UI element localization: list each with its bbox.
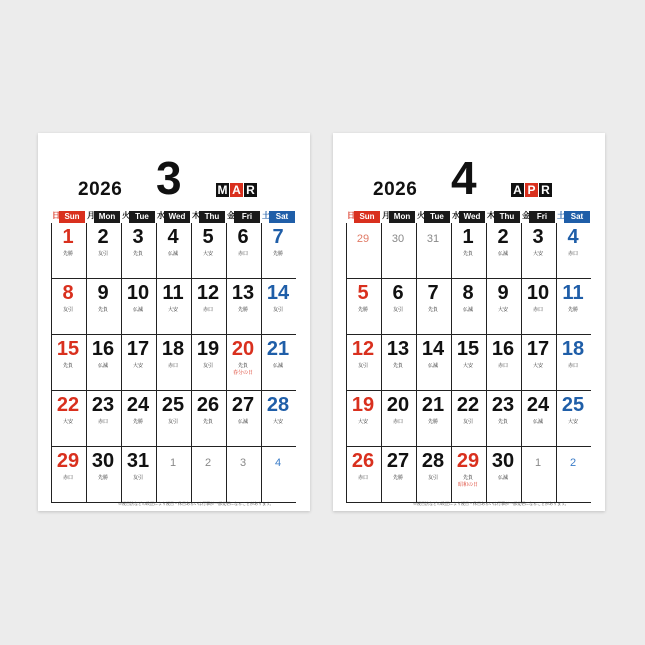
day-cell [521,447,556,503]
day-number: 30 [91,450,115,472]
day-cell [261,391,296,447]
day-cell [156,335,191,391]
day-cell [51,391,86,447]
weekday-sat [261,209,296,223]
day-number: 15 [456,338,480,360]
weekday-wed [451,209,486,223]
day-number: 22 [456,394,480,416]
weekday-kanji: 木 [487,211,495,220]
rokuyo-label: 先勝 [392,475,403,481]
weekday-sat [556,209,591,223]
day-cell [346,391,381,447]
weekday-mon [381,209,416,223]
day-number: 29 [356,233,370,245]
day-number: 28 [266,394,290,416]
rokuyo-label: 赤口 [567,363,578,369]
day-cell [486,223,521,279]
day-number: 16 [91,338,115,360]
day-number: 3 [132,226,144,248]
day-cell [261,447,296,503]
day-number: 2 [97,226,109,248]
rokuyo-label: 大安 [567,419,578,425]
rokuyo-label: 先勝 [427,419,438,425]
rokuyo-label: 先勝 [567,307,578,313]
day-number: 1 [462,226,474,248]
day-cell [556,335,591,391]
weekday-header [51,209,296,223]
day-cell [226,335,261,391]
holiday-label: 昭和の日 [457,482,478,488]
calendar-page-march [38,133,310,511]
month-letter: R [244,183,257,197]
footnote: ※祝日法などの改正により祝日・休日あるいは行事が一部変更になることがあります。 [118,501,274,506]
rokuyo-label: 赤口 [202,307,213,313]
day-cell [191,391,226,447]
rokuyo-label: 先負 [497,419,508,425]
day-cell [261,335,296,391]
rokuyo-label: 仏滅 [462,307,473,313]
day-number: 12 [196,282,220,304]
day-number: 10 [126,282,150,304]
day-number: 14 [421,338,445,360]
day-cell [521,223,556,279]
rokuyo-label: 先負 [427,307,438,313]
day-cell [226,223,261,279]
rokuyo-label: 仏滅 [532,419,543,425]
day-cell [51,335,86,391]
rokuyo-label: 大安 [132,363,143,369]
day-cell [451,335,486,391]
day-grid [346,223,591,503]
day-number: 16 [491,338,515,360]
day-number: 3 [239,457,247,469]
rokuyo-label: 友引 [272,307,283,313]
weekday-thu [486,209,521,223]
weekday-kanji: 金 [522,211,530,220]
day-cell [556,391,591,447]
calendar-page-april [333,133,605,511]
day-number: 6 [392,282,404,304]
day-number: 25 [561,394,585,416]
rokuyo-label: 仏滅 [97,363,108,369]
weekday-sun [51,209,86,223]
rokuyo-label: 仏滅 [272,363,283,369]
day-number: 29 [456,450,480,472]
weekday-kanji: 土 [262,211,270,220]
rokuyo-label: 赤口 [167,363,178,369]
day-cell [451,391,486,447]
day-cell [86,335,121,391]
rokuyo-label: 友引 [132,475,143,481]
day-cell [381,279,416,335]
day-number: 25 [161,394,185,416]
day-cell [381,335,416,391]
day-cell [381,447,416,503]
rokuyo-label: 大安 [202,251,213,257]
day-number: 10 [526,282,550,304]
day-number: 11 [562,282,584,304]
rokuyo-label: 仏滅 [167,251,178,257]
day-number: 31 [426,233,440,245]
day-cell [86,447,121,503]
day-number: 1 [169,457,177,469]
rokuyo-label: 仏滅 [497,475,508,481]
rokuyo-label: 友引 [462,419,473,425]
month-letter: R [539,183,552,197]
weekday-kanji: 日 [52,211,60,220]
rokuyo-label: 大安 [532,363,543,369]
weekday-sun [346,209,381,223]
day-cell [121,223,156,279]
day-number: 2 [569,457,577,469]
weekday-eng: Sun [64,212,80,221]
day-cell [86,279,121,335]
weekday-eng: Fri [536,212,548,221]
day-number: 29 [56,450,80,472]
day-cell [121,391,156,447]
weekday-eng: Mon [98,212,116,221]
rokuyo-label: 赤口 [237,251,248,257]
weekday-eng: Tue [135,212,149,221]
day-cell [86,391,121,447]
rokuyo-label: 赤口 [97,419,108,425]
day-cell [51,447,86,503]
day-number: 7 [427,282,439,304]
day-cell [556,279,591,335]
day-cell [86,223,121,279]
day-cell [486,447,521,503]
day-number: 11 [162,282,184,304]
day-cell [416,391,451,447]
month-letter: M [217,183,228,197]
day-cell [191,223,226,279]
day-cell [121,279,156,335]
rokuyo-label: 先勝 [357,307,368,313]
rokuyo-label: 大安 [532,251,543,257]
day-number: 4 [274,457,282,469]
weekday-eng: Tue [430,212,444,221]
day-cell [556,223,591,279]
day-cell [261,223,296,279]
day-number: 9 [497,282,509,304]
rokuyo-label: 仏滅 [497,251,508,257]
day-number: 8 [62,282,74,304]
rokuyo-label: 先負 [462,251,473,257]
day-cell [416,223,451,279]
month-name [511,183,552,197]
day-number: 21 [266,338,290,360]
weekday-eng: Fri [241,212,253,221]
day-cell [556,447,591,503]
month-letter: P [525,183,538,197]
rokuyo-label: 赤口 [497,363,508,369]
rokuyo-label: 赤口 [392,419,403,425]
month-number: 3 [156,152,182,204]
rokuyo-label: 仏滅 [427,363,438,369]
rokuyo-label: 友引 [97,251,108,257]
day-number: 24 [526,394,550,416]
month-number: 4 [451,152,477,204]
weekday-kanji: 火 [122,211,130,220]
weekday-eng: Thu [204,212,220,221]
day-cell [191,335,226,391]
holiday-label: 春分の日 [232,370,253,376]
rokuyo-label: 大安 [357,419,368,425]
day-number: 26 [196,394,220,416]
rokuyo-label: 先勝 [237,307,248,313]
day-number: 2 [204,457,212,469]
day-cell [191,279,226,335]
weekday-kanji: 月 [87,211,95,220]
day-number: 1 [62,226,74,248]
day-number: 20 [231,338,255,360]
day-cell [346,335,381,391]
rokuyo-label: 先負 [462,475,473,481]
weekday-kanji: 水 [157,211,165,220]
weekday-thu [191,209,226,223]
day-cell [521,335,556,391]
day-cell [416,447,451,503]
rokuyo-label: 先負 [237,363,248,369]
weekday-header [346,209,591,223]
day-number: 4 [167,226,179,248]
day-cell [486,391,521,447]
weekday-kanji: 月 [382,211,390,220]
day-number: 23 [91,394,115,416]
day-cell [51,279,86,335]
day-number: 3 [532,226,544,248]
rokuyo-label: 友引 [167,419,178,425]
rokuyo-label: 友引 [392,307,403,313]
day-cell [191,447,226,503]
rokuyo-label: 先勝 [62,251,73,257]
weekday-kanji: 土 [557,211,565,220]
day-number: 23 [491,394,515,416]
day-number: 6 [237,226,249,248]
day-number: 19 [351,394,375,416]
weekday-kanji: 火 [417,211,425,220]
weekday-mon [86,209,121,223]
rokuyo-label: 先負 [97,307,108,313]
day-cell [226,447,261,503]
weekday-tue [416,209,451,223]
rokuyo-label: 仏滅 [237,419,248,425]
year-label: 2026 [78,179,123,200]
day-number: 14 [266,282,290,304]
weekday-tue [121,209,156,223]
day-cell [381,391,416,447]
day-cell [156,223,191,279]
rokuyo-label: 友引 [357,363,368,369]
day-number: 20 [386,394,410,416]
rokuyo-label: 大安 [62,419,73,425]
day-cell [381,223,416,279]
weekday-eng: Sun [359,212,375,221]
day-cell [226,279,261,335]
weekday-fri [226,209,261,223]
day-number: 22 [56,394,80,416]
rokuyo-label: 先勝 [97,475,108,481]
day-number: 24 [126,394,150,416]
day-number: 30 [391,233,405,245]
rokuyo-label: 赤口 [62,475,73,481]
day-cell [261,279,296,335]
day-cell [51,223,86,279]
weekday-fri [521,209,556,223]
month-letter: A [230,183,243,197]
weekday-eng: Wed [168,212,186,221]
day-number: 8 [462,282,474,304]
rokuyo-label: 赤口 [567,251,578,257]
day-number: 4 [567,226,579,248]
day-cell [121,335,156,391]
day-cell [346,279,381,335]
weekday-eng: Mon [393,212,411,221]
day-cell [451,279,486,335]
day-cell [521,391,556,447]
day-number: 17 [526,338,550,360]
day-number: 18 [561,338,585,360]
weekday-eng: Sat [570,212,584,221]
rokuyo-label: 大安 [272,419,283,425]
day-cell [346,447,381,503]
rokuyo-label: 先負 [202,419,213,425]
day-cell [346,223,381,279]
rokuyo-label: 友引 [427,475,438,481]
rokuyo-label: 友引 [62,307,73,313]
day-number: 13 [231,282,255,304]
day-number: 12 [351,338,375,360]
month-name [216,183,257,197]
day-number: 28 [421,450,445,472]
day-number: 1 [534,457,542,469]
day-cell [451,447,486,503]
rokuyo-label: 大安 [462,363,473,369]
rokuyo-label: 先勝 [272,251,283,257]
day-cell [451,223,486,279]
rokuyo-label: 大安 [497,307,508,313]
day-number: 27 [386,450,410,472]
year-label: 2026 [373,179,418,200]
day-number: 18 [161,338,185,360]
rokuyo-label: 友引 [202,363,213,369]
rokuyo-label: 赤口 [357,475,368,481]
day-number: 2 [497,226,509,248]
month-letter: A [511,183,524,197]
day-grid [51,223,296,503]
rokuyo-label: 先勝 [132,419,143,425]
day-number: 21 [421,394,445,416]
day-cell [156,391,191,447]
day-number: 5 [202,226,214,248]
day-cell [156,447,191,503]
day-cell [486,335,521,391]
weekday-kanji: 金 [227,211,235,220]
weekday-kanji: 水 [452,211,460,220]
day-cell [521,279,556,335]
day-number: 19 [196,338,220,360]
day-number: 5 [357,282,369,304]
day-cell [226,391,261,447]
day-cell [486,279,521,335]
rokuyo-label: 赤口 [532,307,543,313]
weekday-eng: Wed [463,212,481,221]
weekday-eng: Thu [499,212,515,221]
day-cell [156,279,191,335]
rokuyo-label: 先負 [392,363,403,369]
day-number: 27 [231,394,255,416]
weekday-wed [156,209,191,223]
rokuyo-label: 大安 [167,307,178,313]
day-number: 7 [272,226,284,248]
day-cell [416,335,451,391]
weekday-kanji: 木 [192,211,200,220]
day-number: 15 [56,338,80,360]
footnote: ※祝日法などの改正により祝日・休日あるいは行事が一部変更になることがあります。 [413,501,569,506]
rokuyo-label: 仏滅 [132,307,143,313]
day-number: 13 [386,338,410,360]
day-cell [121,447,156,503]
day-number: 17 [126,338,150,360]
day-number: 31 [126,450,150,472]
day-number: 26 [351,450,375,472]
day-number: 30 [491,450,515,472]
weekday-eng: Sat [275,212,289,221]
rokuyo-label: 先負 [132,251,143,257]
day-number: 9 [97,282,109,304]
day-cell [416,279,451,335]
rokuyo-label: 先負 [62,363,73,369]
weekday-kanji: 日 [347,211,355,220]
